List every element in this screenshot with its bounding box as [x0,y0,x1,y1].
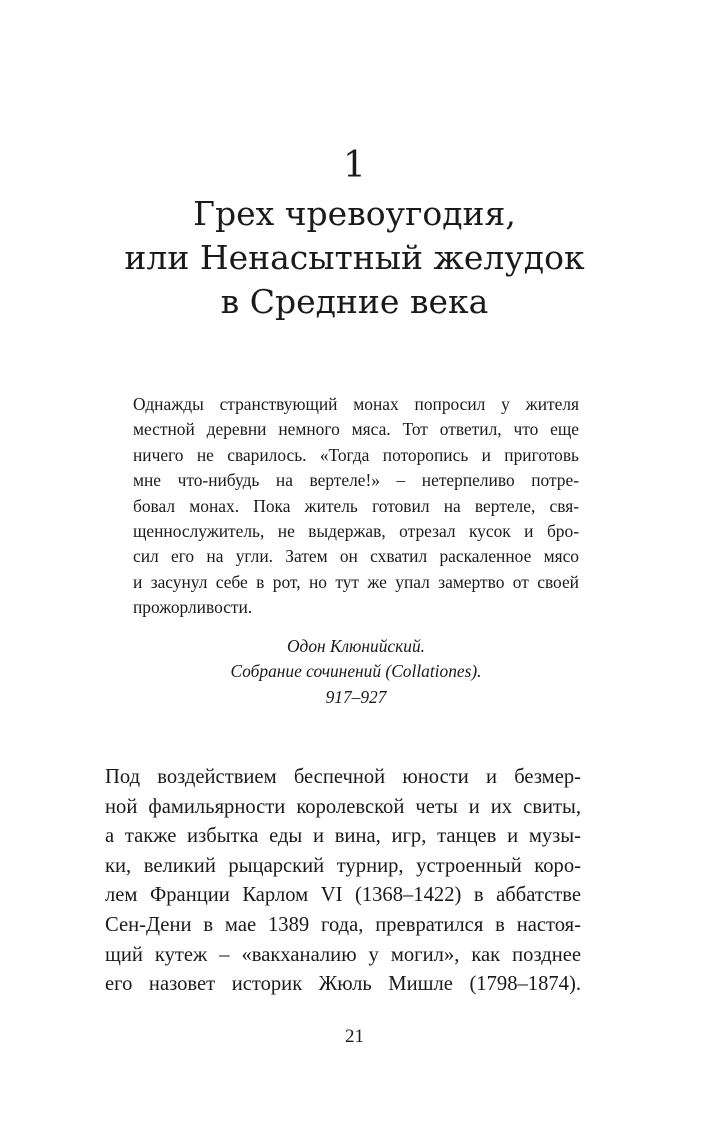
epigraph-line: бовал монах. Пока житель готовил на вертеле, свя- [133,495,579,516]
epigraph-line: и засунул себе в рот, но тут же упал замертво от своей [133,571,579,592]
epigraph-line: местной деревни немного мяса. Тот ответил, что еще [133,419,579,440]
body-line: лем Франции Карлом VI (1368–1422) в аббатстве [105,884,581,907]
epigraph-line: сил его на угли. Затем он схватил раскаленное мясо [133,546,579,567]
body-line: щий кутеж – «вакханалию у могил», как позднее [105,943,581,966]
epigraph-line: ничего не сварилось. «Тогда поторопись и приготовь [133,444,579,465]
body-line: Сен-Дени в мае 1389 года, превратился в настоя- [105,913,581,936]
attribution-work: Собрание сочинений (Collationes). [230,661,482,682]
epigraph-line: щеннослужитель, не выдержав, отрезал кусок и бро- [133,521,579,542]
page-number: 21 [345,1026,364,1047]
chapter-number: 1 [343,145,366,186]
chapter-title-line: Грех чревоугодия, [193,194,516,233]
body-line: а также избытка еды и вина, игр, танцев и музы- [105,825,581,848]
body-line: Под воздействием беспечной юности и безмер- [105,766,581,788]
epigraph-attribution [133,634,579,710]
attribution-author: Одон Клюнийский. [286,636,426,656]
epigraph-line: прожорливости. [133,597,253,618]
body-line: ки, великий рыцарский турнир, устроенный коро- [105,854,581,877]
attribution-years: 917–927 [325,686,387,707]
body-line: ной фамильярности королевской четы и их свиты, [105,795,581,818]
chapter-title-line: или Ненасытный желудок [124,238,585,277]
chapter-title-line: в Средние века [220,282,489,321]
epigraph [133,392,579,621]
epigraph-line: Однажды странствующий монах попросил у жителя [133,394,579,414]
body-line: его назовет историк Жюль Мишле (1798–1874). [105,973,581,996]
chapter-title [80,192,629,324]
body-paragraph [105,763,581,1000]
epigraph-line: мне что-нибудь на вертеле!» – нетерпеливо потре- [133,470,579,491]
